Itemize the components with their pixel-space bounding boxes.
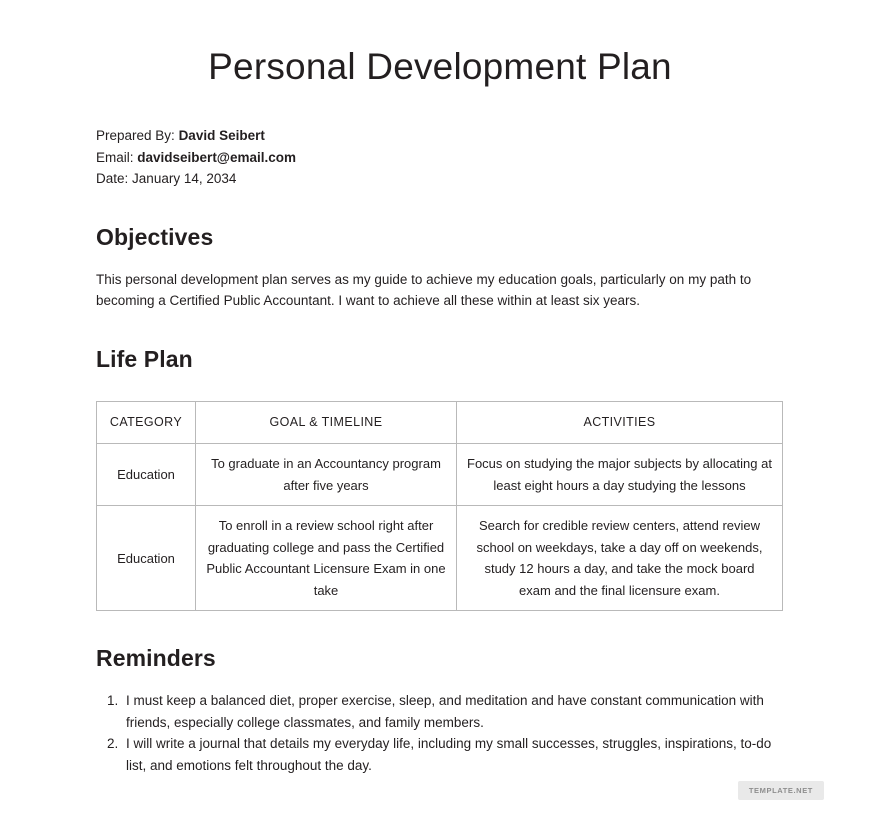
life-plan-table: [96, 401, 783, 612]
meta-date: [96, 168, 784, 190]
meta-email: [96, 147, 784, 169]
table-header-row: [97, 401, 783, 444]
list-item: 1. I must keep a balanced diet, proper exercise, sleep, and meditation and have constant communication with friends, especially college classmates, and family members.: [122, 690, 784, 733]
objectives-heading: Objectives: [96, 223, 214, 250]
table-row: [97, 506, 783, 611]
column-header-category: CATEGORY: [97, 401, 196, 444]
meta-prepared-by-value: David Seibert: [178, 128, 265, 144]
objectives-text: This personal development plan serves as my guide to achieve my education goals, particularly on my path to becoming a Certified Public Accountant. I want to achieve all these within at least six years.: [96, 271, 752, 309]
column-header-goal-timeline: GOAL & TIMELINE: [196, 401, 457, 444]
reminders-list: [96, 690, 784, 776]
meta-prepared-by-label: Prepared By:: [96, 128, 175, 144]
meta-date-label: Date:: [96, 171, 129, 187]
cell-activities: Search for credible review centers, attend review school on weekdays, take a day off on weekends, study 12 hours a day, and take the mock board exam and the final licensure exam.: [457, 506, 783, 611]
page-title: Personal Development Plan: [208, 46, 672, 87]
cell-activities: Focus on studying the major subjects by allocating at least eight hours a day studying the lessons: [457, 444, 783, 506]
watermark-badge: TEMPLATE.NET: [738, 781, 824, 800]
cell-goal: To enroll in a review school right after graduating college and pass the Certified Public Accountant Licensure Exam in one take: [196, 506, 457, 611]
cell-category: Education: [97, 444, 196, 506]
reminders-heading: Reminders: [96, 645, 216, 672]
meta-prepared-by: [96, 125, 784, 147]
document-meta: [96, 125, 784, 190]
table-row: [97, 444, 783, 506]
meta-date-value: January 14, 2034: [132, 171, 237, 187]
cell-goal: To graduate in an Accountancy program after five years: [196, 444, 457, 506]
column-header-activities: ACTIVITIES: [457, 401, 783, 444]
life-plan-heading: Life Plan: [96, 345, 193, 372]
list-item: 2. I will write a journal that details my everyday life, including my small successes, struggles, inspirations, to-do list, and emotions felt throughout the day.: [122, 733, 784, 776]
meta-email-label: Email:: [96, 149, 134, 165]
meta-email-value: davidseibert@email.com: [137, 149, 297, 165]
cell-category: Education: [97, 506, 196, 611]
